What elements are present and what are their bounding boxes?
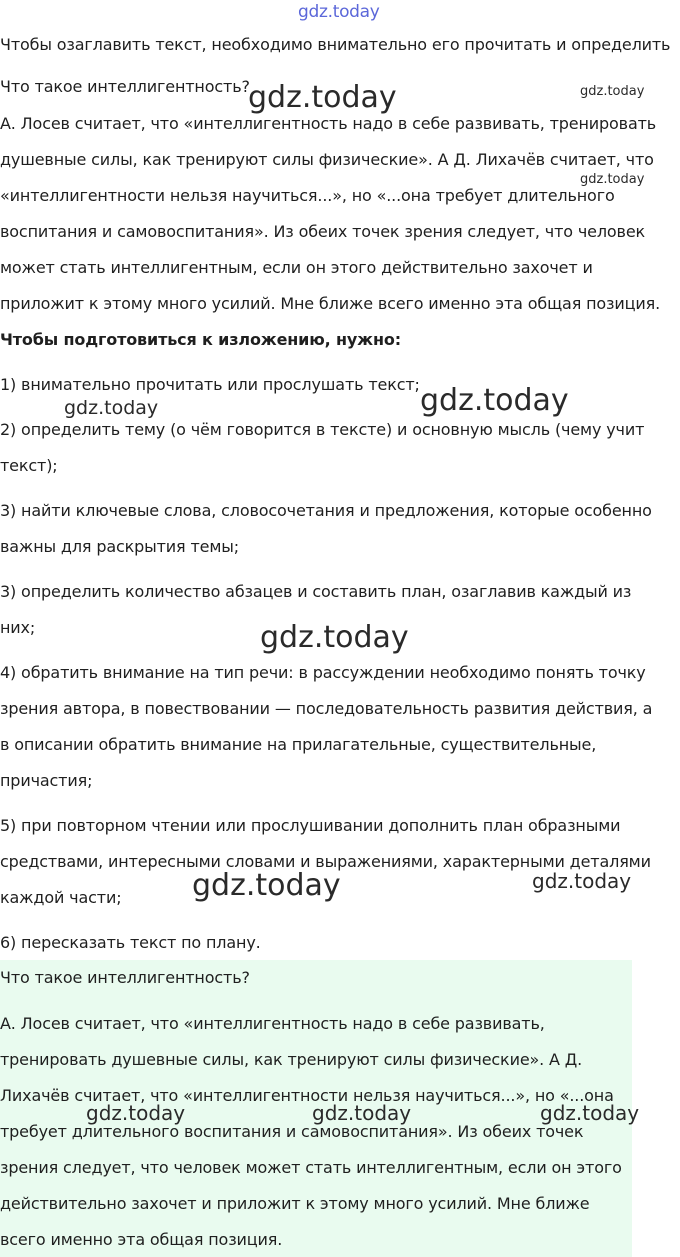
- watermark: gdz.today: [420, 383, 569, 418]
- step-line: 4) обратить внимание на тип речи: в рассуждении необходимо понять точку: [0, 663, 646, 682]
- answer-line: всего именно эта общая позиция.: [0, 1230, 283, 1249]
- intro-line-1: Чтобы озаглавить текст, необходимо внимательно его прочитать и определить: [0, 35, 671, 54]
- watermark: gdz.today: [260, 620, 409, 655]
- steps-heading: Чтобы подготовиться к изложению, нужно:: [0, 330, 401, 349]
- step-line: важны для раскрытия темы;: [0, 537, 239, 556]
- site-logo[interactable]: gdz.today: [298, 2, 380, 22]
- watermark: gdz.today: [248, 80, 397, 115]
- step-line: 6) пересказать текст по плану.: [0, 933, 261, 952]
- step-line: 3) найти ключевые слова, словосочетания и предложения, которые особенно: [0, 501, 652, 520]
- watermark: gdz.today: [86, 1101, 186, 1125]
- step-line: в описании обратить внимание на прилагательные, существительные,: [0, 735, 597, 754]
- watermark: gdz.today: [540, 1101, 640, 1125]
- answer-line: действительно захочет и приложит к этому много усилий. Мне ближе: [0, 1194, 590, 1213]
- step-line: зрения автора, в повествовании — последовательность развития действия, а: [0, 699, 653, 718]
- step-line: 1) внимательно прочитать или прослушать текст;: [0, 375, 420, 394]
- paragraph-line: воспитания и самовоспитания». Из обеих точек зрения следует, что человек: [0, 222, 646, 241]
- answer-line: зрения следует, что человек может стать интеллигентным, если он этого: [0, 1158, 622, 1177]
- watermark: gdz.today: [532, 869, 632, 893]
- intro-question: Что такое интеллигентность?: [0, 77, 250, 96]
- answer-line: А. Лосев считает, что «интеллигентность надо в себе развивать,: [0, 1014, 545, 1033]
- step-line: средствами, интересными словами и выражениями, характерными деталями: [0, 852, 651, 871]
- step-line: 2) определить тему (о чём говорится в тексте) и основную мысль (чему учит: [0, 420, 645, 439]
- watermark: gdz.today: [312, 1101, 412, 1125]
- paragraph-line: приложит к этому много усилий. Мне ближе всего именно эта общая позиция.: [0, 294, 661, 313]
- paragraph-line: может стать интеллигентным, если он этого действительно захочет и: [0, 258, 593, 277]
- watermark: gdz.today: [64, 397, 159, 419]
- paragraph-line: А. Лосев считает, что «интеллигентность надо в себе развивать, тренировать: [0, 114, 657, 133]
- step-line: причастия;: [0, 771, 93, 790]
- watermark: gdz.today: [192, 868, 341, 903]
- step-line: каждой части;: [0, 888, 122, 907]
- paragraph-line: душевные силы, как тренируют силы физические». А Д. Лихачёв считает, что: [0, 150, 654, 169]
- answer-title: Что такое интеллигентность?: [0, 968, 250, 987]
- watermark: gdz.today: [580, 172, 645, 187]
- step-line: 3) определить количество абзацев и составить план, озаглавив каждый из: [0, 582, 632, 601]
- step-line: текст);: [0, 456, 58, 475]
- answer-line: Лихачёв считает, что «интеллигентности нельзя научиться...», но «...она: [0, 1086, 614, 1105]
- paragraph-line: «интеллигентности нельзя научиться...», но «...она требует длительного: [0, 186, 615, 205]
- answer-line: требует длительного воспитания и самовоспитания». Из обеих точек: [0, 1122, 584, 1141]
- answer-line: тренировать душевные силы, как тренируют силы физические». А Д.: [0, 1050, 583, 1069]
- step-line: 5) при повторном чтении или прослушивании дополнить план образными: [0, 816, 621, 835]
- watermark: gdz.today: [580, 84, 645, 99]
- step-line: них;: [0, 618, 36, 637]
